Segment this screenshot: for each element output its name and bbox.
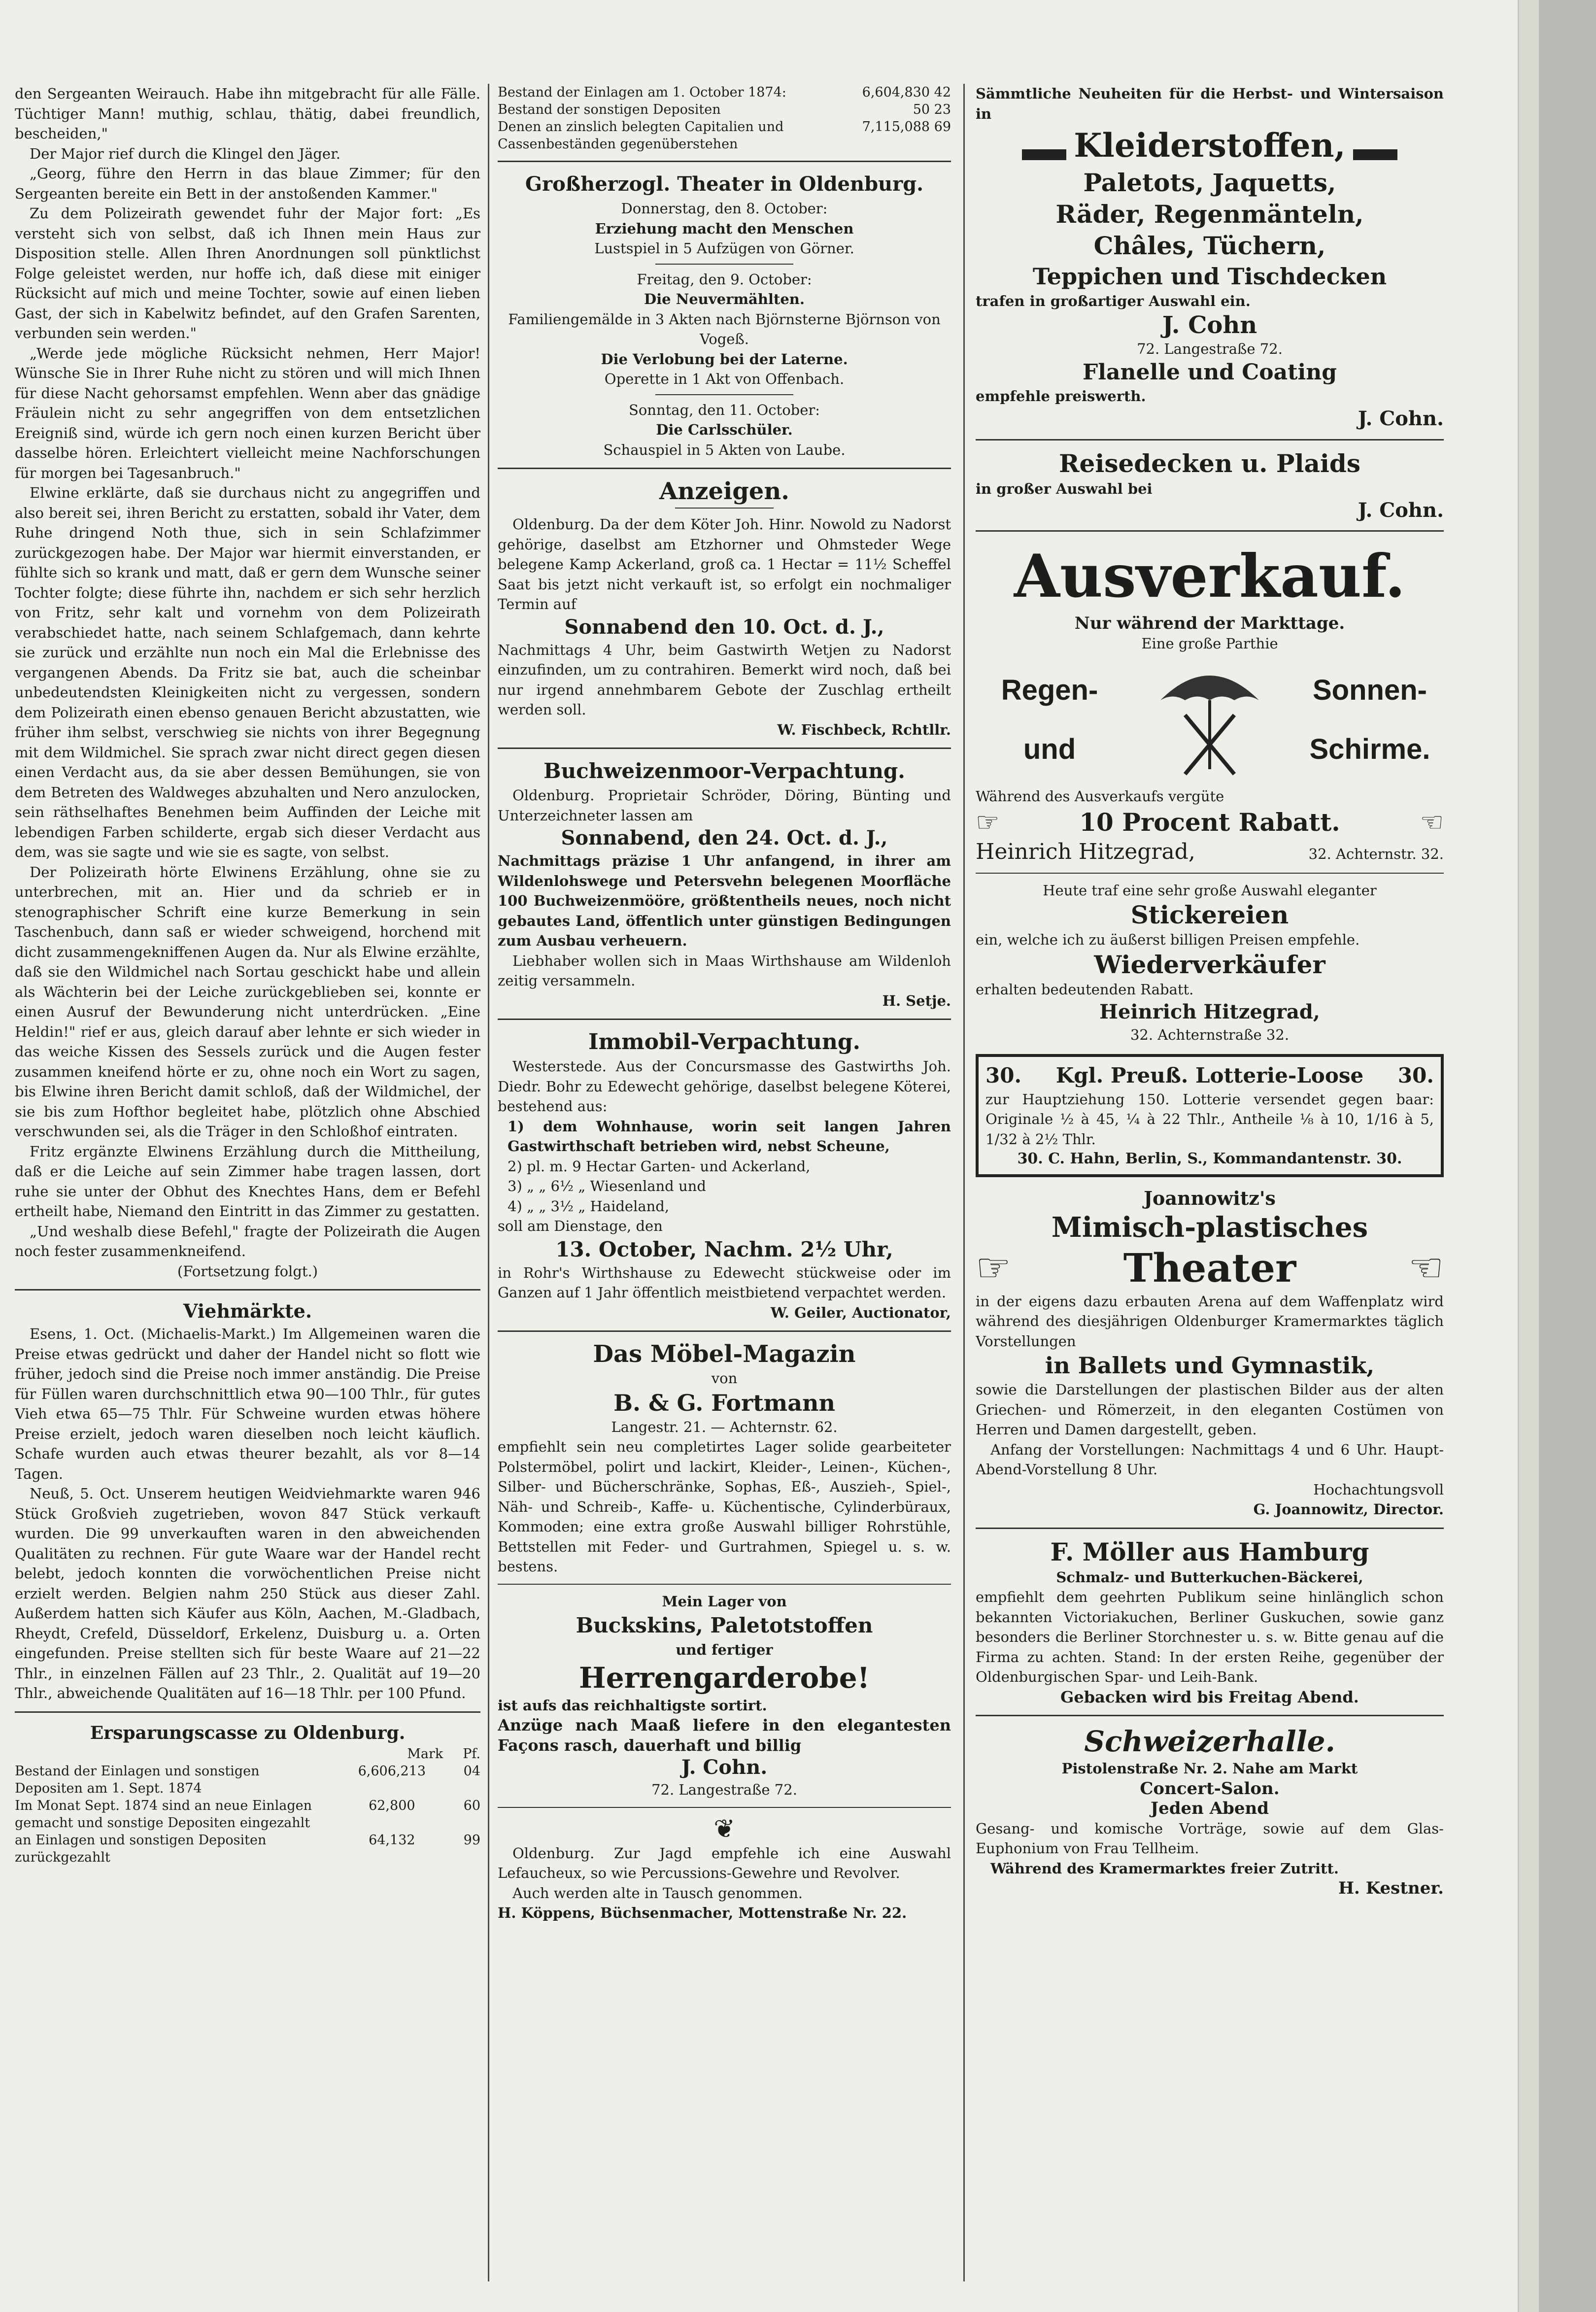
program-desc: Familiengemälde in 3 Akten nach Björnsterne Björnson von Vogeß. [508,310,941,347]
program-play: Erziehung macht den Menschen [595,220,854,237]
ad-text: Oldenburg. Da der dem Köter Joh. Hinr. Nowold zu Nadorst gehörige, daselbst am Etzhorner und Ohmsteder Wege belegene Kamp Ackerland, groß ca. 1 Hectar = 11½ Scheffel Saat bis jetzt nicht verkauft ist, so erfolgt ein nochmaliger Termin auf [498,516,951,612]
divider [498,1330,951,1332]
story-paragraph: Zu dem Polizeirath gewendet fuhr der Major fort: „Es versteht sich von selbst, daß ich Ihnen mein Haus zur Disposition stelle. Allen Ihren Anordnungen soll pünktlichst Folge geleistet werden, nur hoffe ich, daß diese mit einiger Rücksicht auf mich und meine Tochter, sowie auf einen lieben Gast, der sich in Kabelwitz befindet, auf den Grafen Sarenten, verbunden sein werden." [15,205,480,341]
umbrella-block [976,653,1444,786]
column-middle [498,84,951,2286]
story-paragraph: Der Major rief durch die Klingel den Jäger. [30,145,340,162]
program-date: Sonntag, den 11. October: [628,401,820,418]
ad-date: Sonnabend den 10. Oct. d. J., [564,615,884,639]
ad-text: Westerstede. Aus der Concursmasse des Gastwirths Joh. Diedr. Bohr zu Edewecht gehörige, daselbst belegene Köterei, bestehend aus: [498,1058,951,1115]
bar-ornament [1022,149,1066,160]
story-paragraph: Elwine erklärte, daß sie durchaus nicht zu angegriffen und also bereit sei, ihren Bericht zu erstatten, sobald ihr Vater, dem Ruhe dringend Noth thue, sich in sein Schlafzimmer zurückgezogen habe. Der Major war hiermit einverstanden, er fühlte sich so krank und matt, daß er gern dem Wunsche seiner Tochter folgte; diese führte ihn, nachdem er sich sehr herzlich von Fritz, sehr kalt und vornehm von dem Polizeirath verabschiedet hatte, nach seinem Schlafgemach, dann kehrte sie zurück und erzählte nun noch ein Mal die Erlebnisse des vergangenen Abends. Da Fritz sie bat, auch die scheinbar unbedeutendsten Kleinigkeiten nicht zu vergessen, sondern dem Polizeirath einen ebenso genauen Bericht abzustatten, wie früher ihm selbst, verschwieg sie nichts von ihrer Begegnung mit dem Wildmichel. Sie sprach zwar nicht direct gegen diesen einen Verdacht aus, da sie aber dessen Bemühungen, sie von dem Betreten des Waldweges abzuhalten und Nero anzulocken, sein räthselhaftes Benehmen beim Auffinden der Leiche mit lebendigen Farben schilderte, ergab sich dieser Verdacht aus dem, was sie sagte und wie sie es sagte, von selbst. [15,484,480,860]
page-edge [1518,0,1539,2312]
program-desc: Operette in 1 Akt von Offenbach. [604,371,845,387]
joan-ballets: in Ballets und Gymnastik, [1045,1352,1375,1379]
divider [976,530,1444,532]
ad-text: Anfang der Vorstellungen: Nachmittags 4 und 6 Uhr. Haupt-Abend-Vorstellung 8 Uhr. [976,1441,1444,1478]
bestand-table [498,84,951,153]
hitzegrad-address: 32. Achternstraße 32. [1130,1026,1290,1043]
divider [15,1289,480,1291]
divider [498,748,951,749]
row-label: Denen an zinslich belegten Capitalien und Cassenbeständen gegenüberstehen [498,119,784,152]
row-value: 6,604,830 42 [862,85,951,100]
divider [498,1807,951,1808]
divider [498,1019,951,1020]
market-report: Esens, 1. Oct. (Michaelis-Markt.) Im Allgemeinen waren die Preise etwas gedrückt und daher der Handel nicht so flott wie früher, jedoch sind die Preise noch immer anständig. Die Preise für Füllen waren durchschnittlich etwa 90—100 Thlr., für gutes Vieh etwa 65—75 Thlr. Für Schweine wurden etwas höhere Preise erzielt, jedoch waren dieselben noch leicht käuflich. Schafe wurden auch etwas theurer bezahlt, als vor 8—14 Tagen. [15,1326,480,1482]
ersparung-header [15,1745,480,1763]
moeller-foot: Gebacken wird bis Freitag Abend. [1060,1687,1359,1706]
program-date: Donnerstag, den 8. October: [621,200,828,217]
row-label: Bestand der sonstigen Depositen [498,102,721,117]
umbrella-icon [1151,656,1269,784]
und-label: und [1023,733,1076,765]
ad-text: Anzüge nach Maaß liefere in den elegantesten Façons rasch, dauerhaft und billig [498,1716,951,1755]
ad-signature: H. Köppens, Büchsenmacher, Mottenstraße Nr. 22. [498,1904,907,1921]
ad-text: zur Hauptziehung 150. Lotterie versendet gegen baar: Originale ½ à 45, ¼ à 22 Thlr., Antheile ⅛ à 10, 1/16 à 5, 1/32 à 2½ Thlr. [985,1090,1434,1148]
hitzegrad-name: Heinrich Hitzegrad, [1099,1000,1320,1023]
column-left [15,84,480,2286]
story-paragraph: Der Polizeirath hörte Elwinens Erzählung, ohne sie zu unterbrechen, mit an. Hier und da schrieb er in stenographischer Schrift eine kurze Bemerkung in sein Taschenbuch, dann saß er wieder schweigend, horchend mit dicht zusammengekniffenen Augen da. Nur als Elwine erzählte, daß sie den Wildmichel nach Sortau geschickt habe und allein als Wächterin bei der Leiche zurückgeblieben sei, konnte er einen Ausruf der Bewunderung nicht unterdrücken. „Eine Heldin!" rief er aus, gleich darauf aber lehnte er sich wieder in das weiche Kissen des Sessels zurück und die Augen fester zusammen kneifend hörte er zu, ohne noch ein Wort zu sagen, bis Elwine ihren Bericht damit schloß, daß der Wildmichel, der sie bis zum Hofthor begleitet habe, plötzlich ohne Abschied verschwunden sei, als die Träger in den Schloßhof eintraten. [15,863,480,1140]
story-paragraph: „Georg, führe den Herrn in das blaue Zimmer; für den Sergeanten bereite ein Bett in der anstoßenden Kammer." [15,165,480,202]
immo-item: 3) „ „ 6½ „ Wiesenland und [508,1178,706,1194]
bar-ornament [1353,149,1397,160]
ad-text: Nur während der Markttage. [1074,613,1345,633]
ad-text: empfehle preiswerth. [976,388,1146,405]
ribbon-icon: ❦ [713,1814,735,1844]
ad-text: soll am Dienstage, den [498,1218,663,1234]
ad-text: sowie die Darstellungen der plastischen Bilder aus der alten Griechen- und Römerzeit, in den eleganten Costümen von Herren und Damen dargestellt, geben. [976,1381,1444,1438]
schweiz-title: Schweizerhalle. [1084,1725,1335,1758]
ad-text: in der eigens dazu erbauten Arena auf dem Waffenplatz wird während des diesjährigen Oldenburger Kramermarktes täglich Vorstellungen [976,1292,1444,1350]
column-right [976,84,1444,2286]
moebel-firm: B. & G. Fortmann [613,1389,835,1416]
program-play: Die Verlobung bei der Laterne. [601,350,848,368]
ad-text: Während des Ausverkaufs vergüte [976,788,1224,805]
ad-date: Sonnabend, den 24. Oct. d. J., [561,826,888,850]
serial-story [15,84,480,1281]
short-rule [655,264,793,265]
ad-text: in Rohr's Wirthshause zu Edewecht stückweise oder im Ganzen auf 1 Jahr öffentlich meistbietend verpachtet werden. [498,1264,951,1301]
moebel-von: von [711,1370,738,1387]
program-desc: Schauspiel in 5 Akten von Laube. [603,441,846,458]
story-paragraph: „Und weshalb diese Befehl," fragte der Polizeirath die Augen noch fester zusammenkneifend. [15,1223,480,1259]
ad-text: Oldenburg. Zur Jagd empfehle ich eine Auswahl Lefaucheux, so wie Percussions-Gewehre und Revolver. [498,1844,951,1881]
moebel-address: Langestr. 21. — Achternstr. 62. [611,1418,838,1435]
hitzegrad-name: Heinrich Hitzegrad, [976,839,1195,864]
divider [15,1711,480,1713]
joan-title: Joannowitz's [1144,1187,1276,1209]
ad-text: Liebhaber wollen sich in Maas Wirthshause am Wildenloh zeitig versammeln. [498,952,951,989]
lotto-number: 30. [1397,1063,1434,1088]
rabatt-line [976,807,1444,838]
immo-title: Immobil-Verpachtung. [588,1029,861,1054]
cohn-head: Buckskins, Paletotstoffen [576,1613,873,1637]
hitzegrad-address: 32. Achternstr. 32. [1308,845,1444,862]
row-pf: 60 [463,1798,480,1813]
theater-line [976,1244,1444,1292]
row-mark: 64,132 [369,1832,415,1848]
kleider-intro: Sämmtliche Neuheiten für die Herbst- und Wintersaison in [976,85,1444,122]
cohn-name: J. Cohn. [1358,407,1444,430]
short-rule [655,394,793,395]
story-continuation: (Fortsetzung folgt.) [177,1262,318,1280]
row-value: 50 23 [913,102,951,117]
kleider-line: Teppichen und Tischdecken [1032,263,1387,290]
row-label: Bestand der Einlagen und sonstigen Depositen am 1. Sept. 1874 [15,1763,260,1796]
theater-program [498,199,951,460]
wieder-title: Wiederverkäufer [1094,950,1325,979]
ad-text: ein, welche ich zu äußerst billigen Preisen empfehle. [976,931,1360,948]
joan-sign: Hochachtungsvoll [1313,1481,1444,1498]
program-desc: Lustspiel in 5 Aufzügen von Görner. [594,240,854,257]
row-value: 7,115,088 69 [862,119,951,135]
lotto-title: Kgl. Preuß. Lotterie-Loose [1055,1063,1364,1088]
ad-text: Auch werden alte in Tausch genommen. [512,1884,803,1902]
column-rule [488,84,489,2281]
stick-title: Stickereien [1130,900,1289,929]
ersparung-title: Ersparungscasse zu Oldenburg. [90,1722,406,1743]
anzeigen-title: Anzeigen. [659,477,789,505]
kleider-line: Räder, Regenmänteln, [1055,200,1364,229]
ad-signature: W. Fischbeck, Rchtllr. [777,721,951,738]
ersparung-row [15,1763,480,1797]
program-play: Die Neuvermählten. [644,291,805,307]
program-date: Freitag, den 9. October: [637,271,812,288]
kleider-big: Kleiderstoffen, [1074,126,1346,165]
row-mark: 62,800 [369,1798,415,1813]
pointing-hand-left-icon: ☜ [1420,806,1444,838]
ersparung-row [15,1797,480,1832]
schweiz-sign: H. Kestner. [1338,1878,1444,1898]
ad-text: Eine große Parthie [1141,635,1278,652]
pf-header: Pf. [463,1746,480,1762]
schweiz-jeden: Jeden Abend [1151,1799,1269,1818]
kleider-banner [976,124,1444,167]
bestand-row [498,84,951,101]
divider [976,1528,1444,1529]
cohn-big: Herrengarderobe! [578,1661,870,1695]
divider [976,873,1444,874]
ad-text: empfiehlt dem geehrten Publikum seine hinlänglich schon bekannten Victoriakuchen, Berliner Guskuchen, sowie ganz besonders die Berliner Storchnester u. s. w. Bitte genau auf die Firma zu achten. Stand: In der ersten Reihe, gegenüber der Oldenburgischen Spar- und Leih-Bank. [976,1589,1444,1685]
cohn-address: 72. Langestraße 72. [651,1781,797,1798]
reise-title: Reisedecken u. Plaids [1058,448,1360,478]
immo-item: 1) dem Wohnhause, worin seit langen Jahren Gastwirthschaft betrieben wird, nebst Scheune, [508,1118,951,1155]
cohn-und: und fertiger [676,1641,773,1658]
column-rule [963,84,965,2281]
cohn-name: J. Cohn. [681,1756,768,1779]
regen-label: Regen- [1001,674,1098,706]
bestand-row [498,101,951,118]
moeller-title: F. Möller aus Hamburg [1050,1537,1369,1566]
divider [976,1715,1444,1716]
cohn-lager: Mein Lager von [662,1593,787,1610]
short-rule [675,508,774,509]
kleider-line: Châles, Tüchern, [1093,231,1326,260]
ad-text: ist aufs das reichhaltigste sortirt. [498,1697,767,1714]
market-report: Neuß, 5. Oct. Unserem heutigen Weidviehmarkte waren 946 Stück Großvieh zugetrieben, wovon 847 Stück verkauft wurden. Die 99 unverkauften waren in den abweichenden Qualitäten zu rechnen. Für gute Waare war der Handel recht belebt, jedoch konnten die vorwöchentlichen Preise nicht erzielt werden. Belgien nahm 250 Stück aus dieser Zahl. Außerdem hatten sich Käufer aus Köln, Aachen, M.-Gladbach, Rheydt, Crefeld, Düsseldorf, Erkelenz, Duisburg u. a. Orten eingefunden. Preise stellten sich für beste Waare auf 21—22 Thlr., in einzelnen Fällen auf 23 Thlr., 2. Qualität auf 19—20 Thlr., abweichende Qualitäten auf 16—18 Thlr. per 100 Pfund. [15,1485,480,1701]
ad-text: Heute traf eine sehr große Auswahl eleganter [1043,882,1377,899]
immo-item: 4) „ „ 3½ „ Haideland, [508,1197,670,1215]
row-label: an Einlagen und sonstigen Depositen zurückgezahlt [15,1832,267,1865]
kleider-line: Paletots, Jaquetts, [1083,168,1336,197]
row-pf: 04 [463,1763,480,1779]
ad-text: Nachmittags 4 Uhr, beim Gastwirth Wetjen zu Nadorst einzufinden, um zu contrahiren. Bemerkt wird noch, daß bei nur irgend annehmbarem Gebote der Zuschlag ertheilt werden soll. [498,641,951,718]
row-label: Bestand der Einlagen am 1. October 1874: [498,85,786,100]
sonnen-label: Sonnen- [1313,674,1427,706]
moeller-sub: Schmalz- und Butterkuchen-Bäckerei, [1056,1568,1363,1586]
ad-text: Gesang- und komische Vorträge, sowie auf dem Glas-Euphonium von Frau Tellheim. [976,1820,1444,1857]
program-play: Die Carlsschüler. [656,421,793,438]
viehmarkte-title: Viehmärkte. [183,1300,312,1322]
ad-text: Während des Kramermarktes freier Zutritt. [990,1860,1339,1877]
ad-signature: H. Setje. [882,992,951,1009]
buch-title: Buchweizenmoor-Verpachtung. [543,759,905,783]
flanell-title: Flanelle und Coating [1083,360,1337,385]
ad-text: trafen in großartiger Auswahl ein. [976,293,1251,309]
divider [976,439,1444,441]
story-paragraph: Fritz ergänzte Elwinens Erzählung durch die Mittheilung, daß er die Leiche auf sein Zimmer habe tragen lassen, dort ruhe sie unter der Obhut des Knechtes Hans, dem er Befehl ertheilt habe, Niemand den Eintritt in das Zimmer zu gestatten. [15,1143,480,1220]
divider [498,468,951,469]
pointing-hand-right-icon: ☞ [976,806,1000,838]
lotterie-box [976,1054,1444,1177]
cohn-name: J. Cohn [1162,311,1257,339]
ausverkauf-title: Ausverkauf. [1014,542,1406,611]
hitzegrad-line [976,838,1444,866]
ad-signature: W. Geiler, Auctionator, [770,1304,951,1321]
joan-sign: G. Joannowitz, Director. [1253,1501,1444,1518]
rabatt-text: 10 Procent Rabatt. [1079,807,1340,837]
pointing-hand-right-icon: ☞ [976,1244,1011,1291]
story-paragraph: den Sergeanten Weirauch. Habe ihn mitgebracht für alle Fälle. Tüchtiger Mann! muthig, schlau, thätig, dabei freundlich, bescheiden," [15,85,480,142]
lotto-signature: 30. C. Hahn, Berlin, S., Kommandantenstr. 30. [1017,1150,1402,1167]
divider [498,161,951,162]
schweiz-address: Pistolenstraße Nr. 2. Nahe am Markt [1061,1760,1358,1777]
ad-text: in großer Auswahl bei [976,480,1153,497]
immo-item: 2) pl. m. 9 Hectar Garten- und Ackerland, [508,1157,811,1175]
schweiz-concert: Concert-Salon. [1140,1778,1280,1799]
ad-text: Nachmittags präzise 1 Uhr anfangend, in ihrer am Wildenlohswege und Petersvehn belegenen Moorfläche 100 Buchweizenmööre, größtentheils neues, noch nicht gebautes Land, öffentlich unter günstigen Bedingungen zum Ausbau verheuern. [498,852,951,949]
cohn-name: J. Cohn. [1358,499,1444,522]
moebel-title: Das Möbel-Magazin [593,1340,856,1368]
ad-text: Oldenburg. Proprietair Schröder, Döring, Bünting und Unterzeichneter lassen am [498,787,951,824]
cohn-address: 72. Langestraße 72. [1137,340,1283,357]
theater-title: Großherzogl. Theater in Oldenburg. [525,172,924,196]
row-mark: 6,606,213 [358,1763,426,1779]
row-label: Im Monat Sept. 1874 sind an neue Einlagen gemacht und sonstige Depositen eingezahlt [15,1798,312,1831]
lotto-number: 30. [985,1063,1022,1088]
pointing-hand-left-icon: ☜ [1408,1244,1444,1291]
story-paragraph: „Werde jede mögliche Rücksicht nehmen, Herr Major! Wünsche Sie in Ihrer Ruhe nicht zu stören und will mich Ihnen für diese Nacht gehorsamst empfehlen. Wenn aber das gnädige Fräulein nicht zu sehr angegriffen von dem entsetzlichen Ereigniß sind, würde ich gern noch einen kurzen Bericht über dasselbe hören. Erleichtert vielleicht meine Nachforschungen für morgen bei Tagesanbruch." [15,344,480,481]
joan-big: Theater [1123,1244,1296,1291]
bestand-row [498,118,951,153]
ad-date: 13. October, Nachm. 2½ Uhr, [555,1237,893,1261]
mark-header: Mark [407,1746,443,1762]
row-pf: 99 [463,1832,480,1848]
ersparung-row [15,1832,480,1866]
schirme-label: Schirme. [1309,733,1430,765]
divider [498,1584,951,1585]
joan-sub: Mimisch-plastisches [1051,1211,1368,1244]
ad-text: erhalten bedeutenden Rabatt. [976,981,1194,998]
ad-text: empfiehlt sein neu completirtes Lager solide gearbeiteter Polstermöbel, polirt und lackirt, Kleider-, Leinen-, Küchen-, Silber- und Bücherschränke, Sophas, Eß-, Auszieh-, Spiel-, Näh- und Schreib-, Kaffe- u. Küchentische, Cylinderbüraux, Kommoden; eine extra große Auswahl billiger Rohrstühle, Bettstellen mit Feder- und Gurtrahmen, Spiegel u. s. w. bestens. [498,1438,951,1575]
